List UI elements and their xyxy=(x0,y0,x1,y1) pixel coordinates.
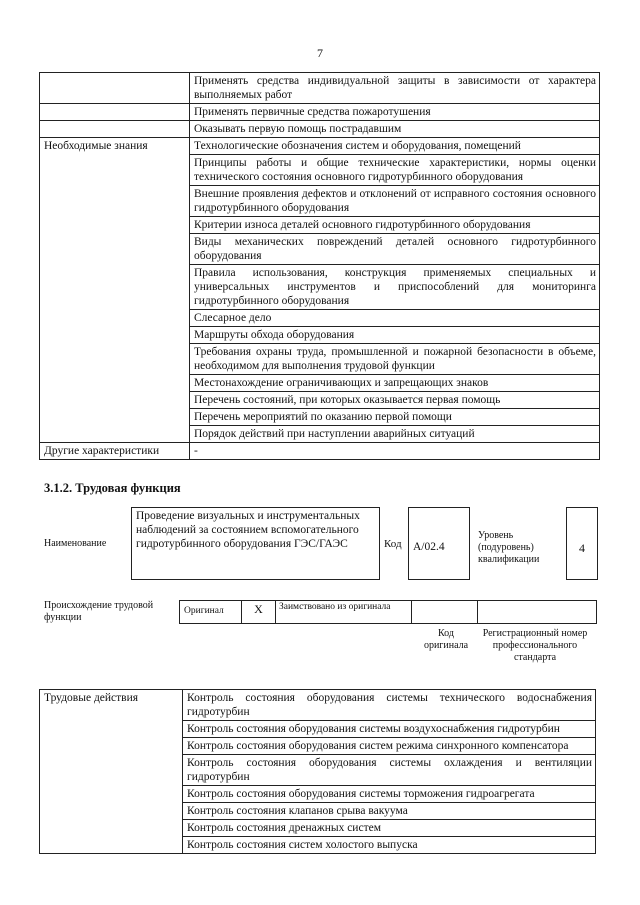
knowledge-cell: Слесарное дело xyxy=(190,310,600,327)
action-cell: Контроль состояния клапанов срыва вакуума xyxy=(183,803,596,820)
other-value: - xyxy=(190,443,600,460)
action-cell: Контроль состояния оборудования системы воздухоснабжения гидротурбин xyxy=(183,721,596,738)
table-row xyxy=(40,138,600,155)
empty-label-cell xyxy=(40,73,190,104)
table-row xyxy=(40,690,596,721)
table-row xyxy=(40,443,600,460)
skill-cell: Применять средства индивидуальной защиты в зависимости от характера выполняемых работ xyxy=(190,73,600,104)
level-label: Уровень (подуровень) квалификации xyxy=(478,530,540,565)
actions-label: Трудовые действия xyxy=(40,690,183,854)
knowledge-cell: Требования охраны труда, промышленной и пожарной безопасности в объеме, необходимом для выполнения трудовой функции xyxy=(190,344,600,375)
knowledge-cell: Внешние проявления дефектов и отклонений от исправного состояния основного гидротурбинного оборудования xyxy=(190,186,600,217)
knowledge-cell: Порядок действий при наступлении аварийных ситуаций xyxy=(190,426,600,443)
action-cell: Контроль состояния оборудования системы технического водоснабжения гидротурбин xyxy=(183,690,596,721)
origin-label: Происхождение трудовой функции xyxy=(44,600,154,623)
action-cell: Контроль состояния дренажных систем xyxy=(183,820,596,837)
knowledge-label: Необходимые знания xyxy=(40,138,190,443)
reg-number-cell xyxy=(478,601,596,623)
knowledge-cell: Местонахождение ограничивающих и запрещающих знаков xyxy=(190,375,600,392)
action-cell: Контроль состояния оборудования системы торможения гидроагрегата xyxy=(183,786,596,803)
original-mark: Х xyxy=(242,601,276,623)
other-label: Другие характеристики xyxy=(40,443,190,460)
table-row xyxy=(40,73,600,104)
name-label: Наименование xyxy=(44,538,107,549)
table-row xyxy=(40,104,600,121)
knowledge-cell: Принципы работы и общие технические характеристики, нормы оценки технического состояния основного гидротурбинного оборудования xyxy=(190,155,600,186)
code-label: Код xyxy=(384,538,402,550)
original-label: Оригинал xyxy=(180,601,242,623)
knowledge-cell: Правила использования, конструкция применяемых специальных и универсальных инструментов и приспособлений для мониторинга гидротурбинного оборудования xyxy=(190,265,600,310)
code-value-box: А/02.4 xyxy=(408,507,470,580)
section-title: 3.1.2. Трудовая функция xyxy=(44,481,181,495)
empty-label-cell xyxy=(40,104,190,121)
knowledge-cell: Маршруты обхода оборудования xyxy=(190,327,600,344)
knowledge-cell: Перечень мероприятий по оказанию первой помощи xyxy=(190,409,600,426)
knowledge-cell: Перечень состояний, при которых оказывается первая помощь xyxy=(190,392,600,409)
reg-number-caption: Регистрационный номер профессионального стандарта xyxy=(482,628,588,663)
skill-cell: Применять первичные средства пожаротушения xyxy=(190,104,600,121)
level-value-box: 4 xyxy=(566,507,598,580)
origin-row xyxy=(179,600,597,624)
empty-label-cell xyxy=(40,121,190,138)
skill-cell: Оказывать первую помощь пострадавшим xyxy=(190,121,600,138)
borrowed-label: Заимствовано из оригинала xyxy=(276,601,412,623)
function-details-table xyxy=(39,72,600,460)
action-cell: Контроль состояния оборудования систем режима синхронного компенсатора xyxy=(183,738,596,755)
action-cell: Контроль состояния систем холостого выпуска xyxy=(183,837,596,854)
code-original-cell xyxy=(412,601,478,623)
function-name-box: Проведение визуальных и инструментальных наблюдений за состоянием вспомогательного гидротурбинного оборудования ГЭС/ГАЭС xyxy=(131,507,380,580)
knowledge-cell: Технологические обозначения систем и оборудования, помещений xyxy=(190,138,600,155)
labor-actions-table xyxy=(39,689,596,854)
table-row xyxy=(40,121,600,138)
page-number: 7 xyxy=(317,46,323,60)
code-original-caption: Код оригинала xyxy=(423,628,469,651)
knowledge-cell: Критерии износа деталей основного гидротурбинного оборудования xyxy=(190,217,600,234)
action-cell: Контроль состояния оборудования системы охлаждения и вентиляции гидротурбин xyxy=(183,755,596,786)
knowledge-cell: Виды механических повреждений деталей основного гидротурбинного оборудования xyxy=(190,234,600,265)
